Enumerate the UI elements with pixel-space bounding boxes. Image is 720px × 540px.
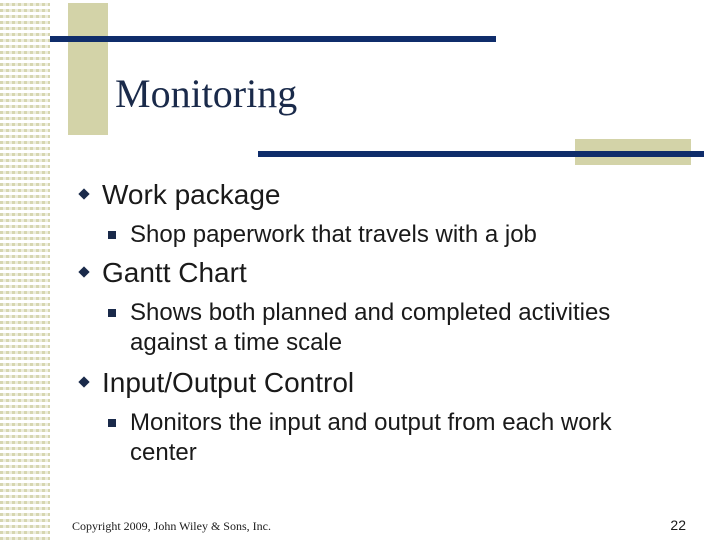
- sub-bullet-item: [78, 298, 698, 358]
- bullet-text: Work package: [102, 179, 281, 210]
- sub-bullet-text: Monitors the input and output from each work center: [130, 409, 612, 466]
- sub-bullet-item: [78, 408, 698, 468]
- bullet-item: [78, 176, 698, 214]
- page-number: 22: [670, 517, 686, 533]
- slide-title: Monitoring: [115, 71, 298, 116]
- square-bullet-icon: [108, 231, 116, 239]
- bullet-text: Gantt Chart: [102, 257, 247, 288]
- diamond-bullet-icon: [78, 188, 89, 199]
- square-bullet-icon: [108, 309, 116, 317]
- bullet-text: Input/Output Control: [102, 367, 355, 398]
- title-rule: [50, 36, 496, 42]
- sub-bullet-text: Shows both planned and completed activities against a time scale: [130, 299, 611, 356]
- sub-bullet-item: [78, 220, 698, 250]
- bullet-item: [78, 364, 698, 402]
- bullet-list: [78, 176, 698, 468]
- subtitle-rule: [258, 151, 704, 157]
- square-bullet-icon: [108, 419, 116, 427]
- diamond-bullet-icon: [78, 376, 89, 387]
- sub-bullet-text: Shop paperwork that travels with a job: [130, 221, 537, 248]
- decorative-stripe-band: [0, 0, 50, 540]
- diamond-bullet-icon: [78, 266, 89, 277]
- footer-copyright: Copyright 2009, John Wiley & Sons, Inc.: [72, 519, 271, 533]
- bullet-item: [78, 254, 698, 292]
- title-accent-block: [68, 3, 108, 135]
